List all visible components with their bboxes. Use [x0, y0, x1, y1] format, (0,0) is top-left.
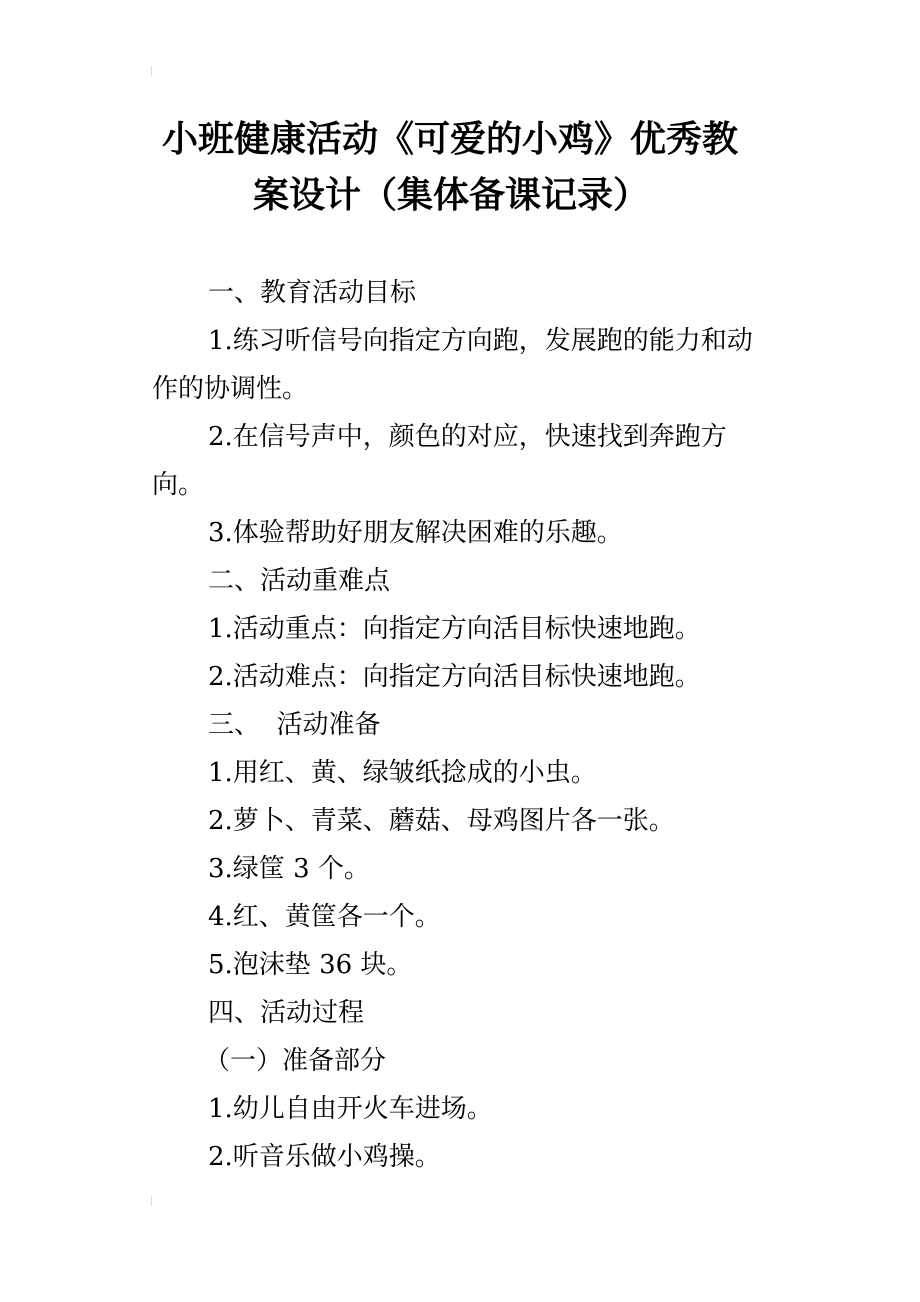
- process-item-1: 1.幼儿自由开火车进场。: [208, 1094, 493, 1124]
- document-title: [140, 112, 780, 224]
- goal-item-1: 1.练习听信号向指定方向跑，发展跑的能力和动作的协调性。: [152, 326, 753, 404]
- corner-mark-top: [151, 66, 158, 76]
- section-heading-process: 四、活动过程: [208, 998, 365, 1028]
- subsection-heading-warmup: （一）准备部分: [204, 1046, 387, 1076]
- preparation-item-1: 1.用红、黄、绿皱纸捻成的小虫。: [208, 758, 597, 788]
- preparation-item-2: 2.萝卜、青菜、蘑菇、母鸡图片各一张。: [208, 806, 675, 836]
- goal-item-2: 2.在信号声中，颜色的对应，快速找到奔跑方向。: [152, 422, 727, 500]
- section-heading-goals: 一、教育活动目标: [208, 278, 417, 308]
- section-heading-key-points: 二、活动重难点: [208, 566, 391, 596]
- goal-item-3: 3.体验帮助好朋友解决困难的乐趣。: [208, 518, 623, 548]
- preparation-item-5: 5.泡沫垫 36 块。: [208, 950, 413, 980]
- corner-mark-bottom: [151, 1196, 158, 1206]
- process-item-2: 2.听音乐做小鸡操。: [208, 1142, 441, 1172]
- key-point-item-1: 1.活动重点：向指定方向活目标快速地跑。: [208, 614, 701, 644]
- title-line-2: 案设计（集体备课记录）: [253, 175, 650, 216]
- document-body: [152, 269, 772, 1181]
- key-point-item-2: 2.活动难点：向指定方向活目标快速地跑。: [208, 662, 701, 692]
- title-line-1: 小班健康活动《可爱的小鸡》优秀教: [162, 119, 739, 160]
- section-heading-preparation: 三、 活动准备: [208, 710, 381, 740]
- preparation-item-3: 3.绿筐 3 个。: [208, 854, 370, 884]
- preparation-item-4: 4.红、黄筐各一个。: [208, 902, 441, 932]
